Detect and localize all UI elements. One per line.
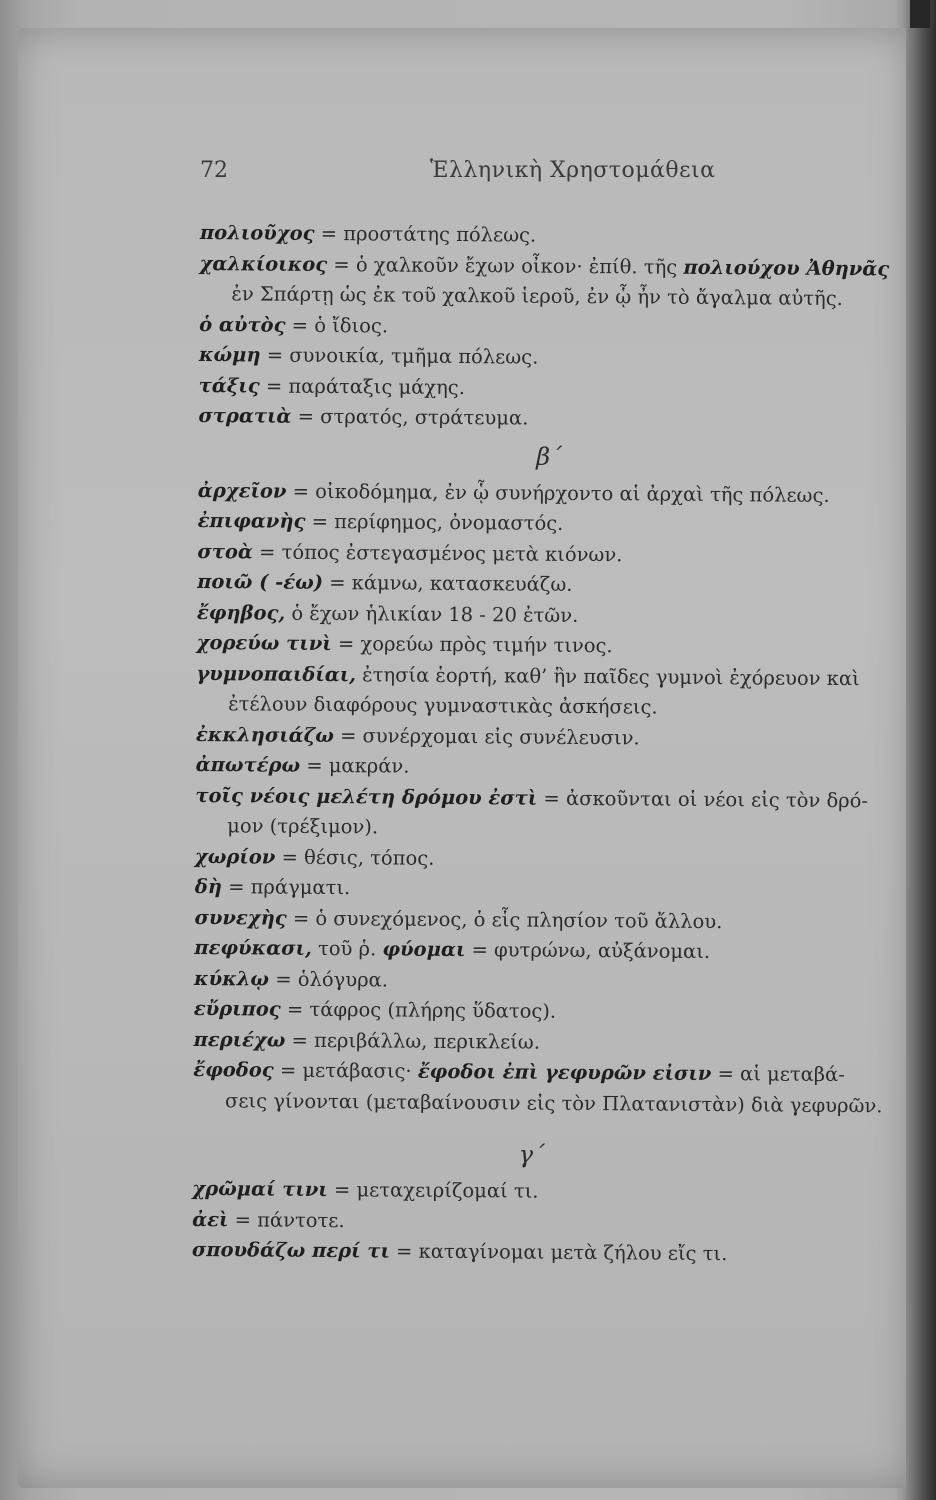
glossary-entry [197,567,887,603]
definition: = ἀσκοῦνται οἱ νέοι εἰς τὸν δρό- [537,786,869,812]
headword: στρατιὰ [198,403,292,428]
definition: ὁ ἔχων ἡλικίαν 18 - 20 ἐτῶν. [285,601,579,627]
definition-secondary: = φυτρώνω, αὐξάνομαι. [465,938,711,964]
definition: = ὁ χαλκοῦν ἔχων οἶκον· ἐπίθ. τῆς [327,252,684,279]
page-header [200,158,820,188]
definition: = μεταχειρίζομαί τι. [327,1178,539,1203]
definition: = ὁλόγυρα. [268,967,389,991]
definition: = προστάτης πόλεως. [314,221,537,247]
glossary-section-b [193,475,888,1121]
definition: = κάμνω, κατασκευάζω. [322,570,573,596]
headword: ἀπωτέρω [195,752,301,777]
glossary-entry [193,1055,883,1091]
headword: χορεύω τινὶ [196,630,332,656]
glossary-entry [196,750,886,786]
glossary-entry [194,994,884,1030]
book-spine-edge [910,0,930,28]
headword-secondary: ἔφοδοι ἐπὶ γεφυρῶν εἰσιν [417,1059,712,1086]
definition: = ὁ συνεχόμενος, ὁ εἷς πλησίον τοῦ ἄλλου. [286,906,723,933]
glossary-section-g [192,1174,883,1271]
glossary-entry [197,628,887,664]
definition-continuation: ἐν Σπάρτῃ ὡς ἐκ τοῦ χαλκοῦ ἱεροῦ, ἐν ᾧ ἦν τὸ ἄγαλμα αὐτῆς. [231,282,843,311]
headword: χρῶμαί τινι [192,1176,328,1202]
glossary-entry [192,1174,882,1210]
definition: = ὁ ἴδιος. [285,313,389,337]
definition: = μακράν. [299,753,410,778]
definition: = καταγίνομαι μετὰ ζήλου εἴς τι. [389,1239,728,1266]
page-number: 72 [200,158,228,183]
headword: κύκλῳ [193,966,270,991]
headword: τοῖς νέοις μελέτη δρόμου ἐστὶ [195,783,538,810]
headword: ἔφηβος, [196,600,286,625]
definition-secondary: = αἱ μεταβά- [711,1062,845,1087]
headword: δὴ [194,874,223,899]
headword: στοὰ [197,539,253,563]
headword: ἔφοδος [193,1057,274,1082]
definition: = περίφημος, ὀνομαστός. [305,509,564,535]
definition: = στρατός, στράτευμα. [291,404,529,430]
definition: τοῦ ῥ. [311,936,383,961]
headword: γυμνοπαιδίαι, [196,661,357,686]
definition-continuation: ἐτέλουν διαφόρους γυμναστικὰς ἀσκήσεις. [228,692,658,719]
definition: = πράγματι. [221,875,351,900]
definition: = περιβάλλω, περικλείω. [285,1028,541,1054]
headword: πεφύκασι, [194,935,312,960]
glossary-entry [194,933,884,969]
definition: = παράταξις μάχης. [259,373,466,399]
section-marker-g: γ΄ [518,1140,546,1169]
headword: ἐκκλησιάζω [195,722,334,747]
headword: ἀρχεῖον [197,478,287,503]
glossary-entry [199,340,889,376]
section-marker-b: β΄ [536,442,563,471]
headword: χωρίον [194,844,276,869]
headword: τάξις [198,373,260,397]
headword: ποιῶ ( -έω) [197,569,324,594]
headword: ἐπιφανὴς [197,508,306,533]
definition: = χορεύω πρὸς τιμήν τινος. [331,632,613,658]
headword-secondary: φύομαι [382,937,466,962]
definition: ἐτησία ἑορτή, καθ’ ἣν παῖδες γυμνοὶ ἐχόρευον καὶ [355,662,860,690]
headword-secondary: πολιούχου Ἀθηνᾶς [683,255,890,280]
glossary-entry [195,872,885,908]
definition: = θέσις, τόπος. [275,845,435,870]
running-title: Ἑλληνικὴ Χρηστομάθεια [430,158,716,183]
definition-continuation: σεις γίνονται (μεταβαίνουσιν εἰς τὸν Πλατανιστὰν) διὰ γεφυρῶν. [224,1088,883,1117]
headword: σπουδάζω περί τι [191,1237,390,1263]
headword: κώμη [198,342,261,367]
headword: χαλκίοικος [199,251,328,276]
definition: = μετάβασις· [273,1058,418,1083]
book-spine [906,0,936,1500]
glossary-entry [200,218,890,254]
glossary-entry [197,506,887,542]
definition: = τάφρος (πλήρης ὕδατος). [280,997,557,1023]
glossary-section-a [198,218,890,437]
definition: = οἰκοδόμημα, ἐν ᾧ συνήρχοντο αἱ ἀρχαὶ τῆς πόλεως. [286,479,830,507]
headword: εὔριπος [193,996,281,1021]
headword: ἀεὶ [192,1207,229,1231]
definition: = συνοικία, τμῆμα πόλεως. [260,343,539,369]
glossary [192,218,890,1271]
glossary-entry [192,1235,882,1271]
definition: = πάντοτε. [228,1207,345,1232]
headword: περιέχω [193,1027,286,1052]
definition: = συνέρχομαι εἰς συνέλευσιν. [333,723,640,749]
headword: συνεχὴς [194,905,287,930]
glossary-entry [198,401,888,437]
headword: ὁ αὐτὸς [199,312,286,337]
definition: = τόπος ἐστεγασμένος μετὰ κιόνων. [252,539,623,566]
headword: πολιοῦχος [199,220,315,245]
definition-continuation: μον (τρέξιμον). [227,814,379,839]
